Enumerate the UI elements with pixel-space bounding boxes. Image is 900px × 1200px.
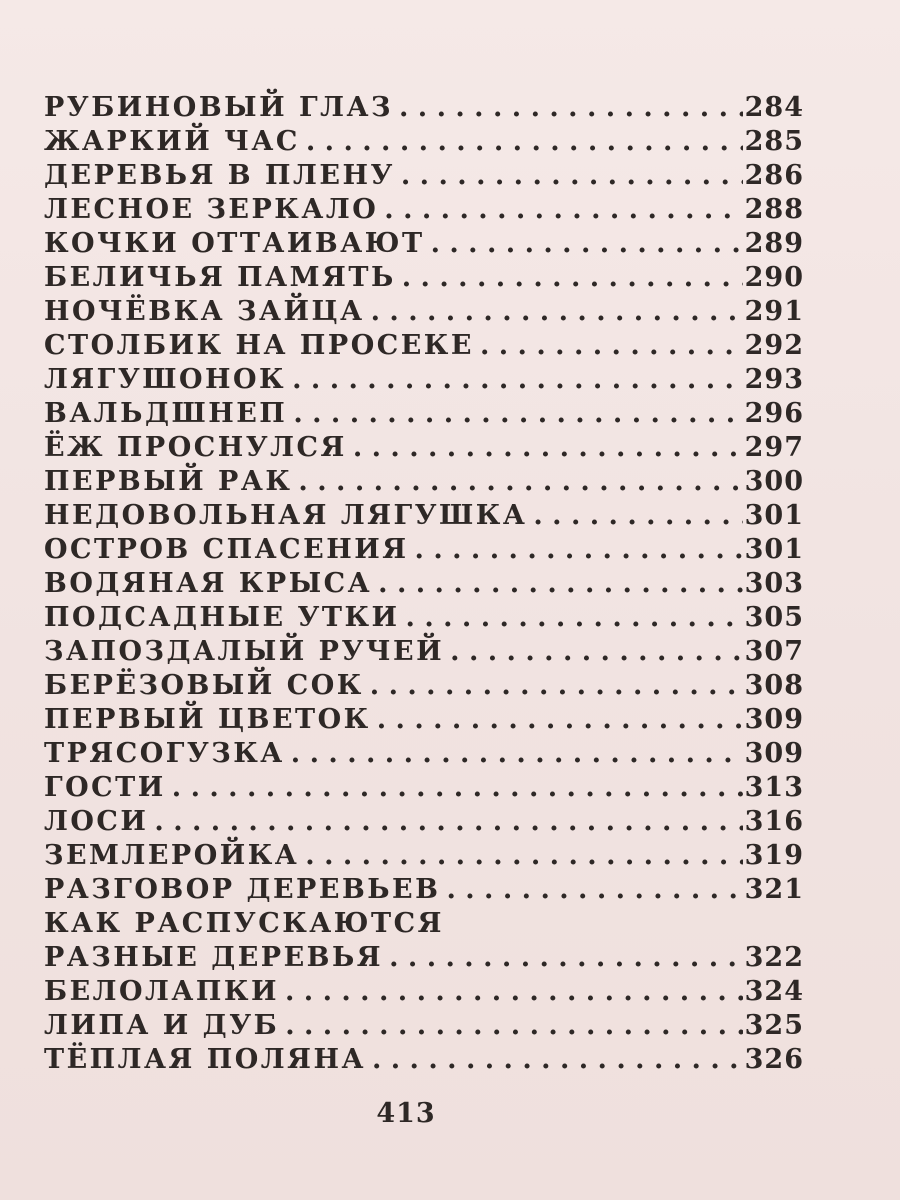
toc-entry xyxy=(44,534,804,568)
toc-entry xyxy=(44,772,804,806)
toc-entry-title: ГОСТИ xyxy=(44,772,166,803)
toc-leader-dots xyxy=(440,874,742,905)
toc-leader-dots xyxy=(378,194,742,225)
toc-entry xyxy=(44,500,804,534)
toc-entry-title: ДЕРЕВЬЯ В ПЛЕНУ xyxy=(44,160,395,191)
toc-leader-dots xyxy=(474,330,743,361)
toc-entry-title: ЛОСИ xyxy=(44,806,149,837)
toc-entry xyxy=(44,432,804,466)
toc-entry xyxy=(44,92,804,126)
toc-leader-dots xyxy=(396,262,743,293)
toc-entry-page: 288 xyxy=(744,194,804,225)
toc-leader-dots xyxy=(366,1044,743,1075)
toc-leader-dots xyxy=(527,500,742,531)
toc-entry-page: 325 xyxy=(744,1010,804,1041)
toc-entry-title: БЕЛИЧЬЯ ПАМЯТЬ xyxy=(44,262,396,293)
toc-entry xyxy=(44,704,804,738)
toc-entry xyxy=(44,228,804,262)
toc-entry-title: КОЧКИ ОТТАИВАЮТ xyxy=(44,228,425,259)
toc-entry-page: 301 xyxy=(744,500,804,531)
toc-leader-dots xyxy=(409,534,743,565)
toc-entry-page: 292 xyxy=(744,330,804,361)
toc-entry-page: 326 xyxy=(744,1044,804,1075)
toc-entry xyxy=(44,806,804,840)
toc-leader-dots xyxy=(279,1010,742,1041)
toc-leader-dots xyxy=(287,398,742,429)
toc-entry-title: ВАЛЬДШНЕП xyxy=(44,398,288,429)
toc-entry-title: РУБИНОВЫЙ ГЛАЗ xyxy=(44,92,393,123)
toc-entry-title: ПОДСАДНЫЕ УТКИ xyxy=(44,602,400,633)
toc-entry-page: 289 xyxy=(744,228,804,259)
toc-leader-dots xyxy=(383,942,743,973)
toc-entry xyxy=(44,364,804,398)
toc-leader-dots xyxy=(300,126,743,157)
toc-entry xyxy=(44,398,804,432)
toc-entry-page: 296 xyxy=(744,398,804,429)
toc-leader-dots xyxy=(166,772,743,803)
toc-entry-title: БЕРЁЗОВЫЙ СОК xyxy=(44,670,364,701)
toc-entry-page: 284 xyxy=(744,92,804,123)
toc-entry xyxy=(44,160,804,194)
toc-entry-title: РАЗГОВОР ДЕРЕВЬЕВ xyxy=(44,874,441,905)
toc-leader-dots xyxy=(365,296,743,327)
toc-entry-page: 297 xyxy=(744,432,804,463)
toc-entry xyxy=(44,976,804,1010)
toc-entry-title: НОЧЁВКА ЗАЙЦА xyxy=(44,296,365,327)
toc-entry-title: СТОЛБИК НА ПРОСЕКЕ xyxy=(44,330,474,361)
toc-entry-page: 322 xyxy=(744,942,804,973)
toc-entry-page: 290 xyxy=(744,262,804,293)
toc-leader-dots xyxy=(425,228,743,259)
toc-entry-title: ТЁПЛАЯ ПОЛЯНА xyxy=(44,1044,366,1075)
toc-leader-dots xyxy=(299,840,742,871)
toc-entry-page: 303 xyxy=(744,568,804,599)
toc-entry-title: ЁЖ ПРОСНУЛСЯ xyxy=(44,432,347,463)
toc-leader-dots xyxy=(400,602,743,633)
toc-leader-dots xyxy=(371,704,743,735)
table-of-contents xyxy=(44,92,804,1078)
toc-entry-title: ЖАРКИЙ ЧАС xyxy=(44,126,300,157)
toc-entry-page: 300 xyxy=(744,466,804,497)
toc-entry-page: 293 xyxy=(744,364,804,395)
toc-entry-title: БЕЛОЛАПКИ xyxy=(44,976,279,1007)
toc-entry xyxy=(44,942,804,976)
toc-entry-page: 313 xyxy=(744,772,804,803)
toc-entry xyxy=(44,194,804,228)
page-number: 413 xyxy=(376,1098,436,1129)
toc-entry-page: 307 xyxy=(744,636,804,667)
toc-leader-dots xyxy=(444,636,742,667)
toc-entry xyxy=(44,262,804,296)
toc-entry xyxy=(44,1010,804,1044)
toc-entry xyxy=(44,738,804,772)
toc-entry-page: 316 xyxy=(744,806,804,837)
toc-entry xyxy=(44,602,804,636)
toc-leader-dots xyxy=(347,432,743,463)
toc-entry-page: 324 xyxy=(744,976,804,1007)
toc-entry-page: 301 xyxy=(744,534,804,565)
toc-entry xyxy=(44,568,804,602)
toc-leader-dots xyxy=(286,364,743,395)
toc-leader-dots xyxy=(364,670,743,701)
toc-entry xyxy=(44,1044,804,1078)
toc-entry-title: ЛЕСНОЕ ЗЕРКАЛО xyxy=(44,194,379,225)
toc-entry-title: ЛЯГУШОНОК xyxy=(44,364,287,395)
toc-entry-page: 305 xyxy=(744,602,804,633)
toc-entry-title: ЗАПОЗДАЛЫЙ РУЧЕЙ xyxy=(44,636,445,667)
toc-entry xyxy=(44,636,804,670)
toc-entry-page: 319 xyxy=(744,840,804,871)
toc-leader-dots xyxy=(148,806,742,837)
toc-entry-page: 308 xyxy=(744,670,804,701)
toc-entry xyxy=(44,840,804,874)
toc-entry-page: 286 xyxy=(744,160,804,191)
toc-entry-page: 309 xyxy=(744,738,804,769)
toc-entry-title: ЛИПА И ДУБ xyxy=(44,1010,280,1041)
toc-leader-dots xyxy=(285,738,743,769)
toc-entry-title: РАЗНЫЕ ДЕРЕВЬЯ xyxy=(44,942,384,973)
toc-entry xyxy=(44,908,804,942)
toc-leader-dots xyxy=(279,976,743,1007)
toc-entry-page: 285 xyxy=(744,126,804,157)
toc-entry-title: ВОДЯНАЯ КРЫСА xyxy=(44,568,373,599)
toc-entry xyxy=(44,874,804,908)
toc-entry xyxy=(44,466,804,500)
toc-entry-title: НЕДОВОЛЬНАЯ ЛЯГУШКА xyxy=(44,500,528,531)
toc-entry-title: ПЕРВЫЙ РАК xyxy=(44,466,293,497)
toc-entry-title: ПЕРВЫЙ ЦВЕТОК xyxy=(44,704,371,735)
toc-entry xyxy=(44,330,804,364)
toc-leader-dots xyxy=(395,160,743,191)
toc-entry xyxy=(44,126,804,160)
toc-entry-page: 291 xyxy=(744,296,804,327)
toc-leader-dots xyxy=(292,466,742,497)
toc-entry-title: КАК РАСПУСКАЮТСЯ xyxy=(44,908,444,939)
toc-entry-title: ЗЕМЛЕРОЙКА xyxy=(44,840,300,871)
toc-leader-dots xyxy=(393,92,743,123)
toc-leader-dots xyxy=(372,568,742,599)
toc-entry-page: 309 xyxy=(744,704,804,735)
toc-entry-title: ОСТРОВ СПАСЕНИЯ xyxy=(44,534,409,565)
toc-entry xyxy=(44,670,804,704)
toc-entry-title: ТРЯСОГУЗКА xyxy=(44,738,285,769)
toc-entry xyxy=(44,296,804,330)
toc-entry-page: 321 xyxy=(744,874,804,905)
